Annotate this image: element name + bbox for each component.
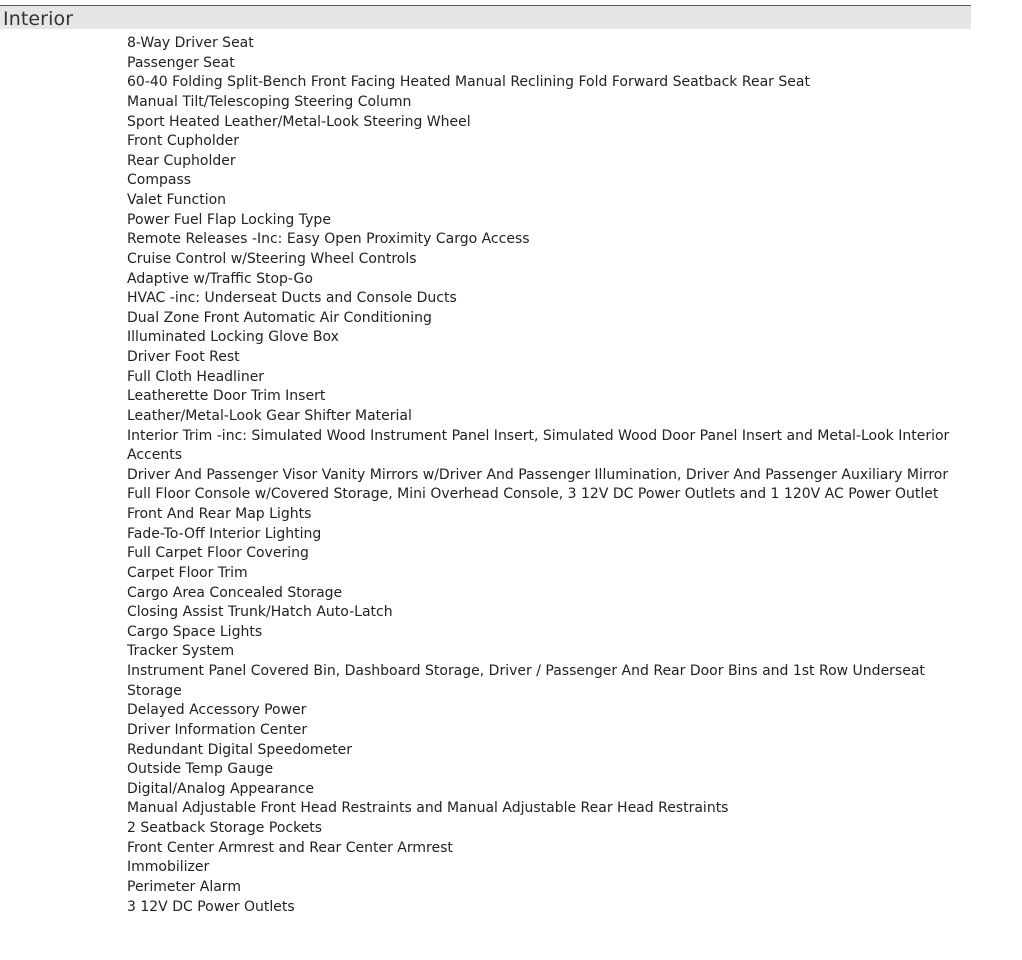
feature-item: Driver And Passenger Visor Vanity Mirrors w/Driver And Passenger Illumination, Driver And Passenger Auxiliary Mirror xyxy=(127,466,949,483)
feature-item: 60-40 Folding Split-Bench Front Facing Heated Manual Reclining Fold Forward Seatback Rear Seat xyxy=(127,74,810,91)
feature-item: Adaptive w/Traffic Stop-Go xyxy=(127,270,313,287)
feature-item: Immobilizer xyxy=(127,859,210,876)
feature-item: Carpet Floor Trim xyxy=(127,564,248,581)
feature-item: Dual Zone Front Automatic Air Conditioning xyxy=(127,309,432,326)
feature-item: Valet Function xyxy=(127,192,227,208)
feature-item: Closing Assist Trunk/Hatch Auto-Latch xyxy=(127,604,393,621)
feature-item: Rear Cupholder xyxy=(127,152,236,169)
feature-item: HVAC -inc: Underseat Ducts and Console Ducts xyxy=(127,290,457,307)
feature-item: Leather/Metal-Look Gear Shifter Material xyxy=(127,407,412,424)
feature-item: Cargo Area Concealed Storage xyxy=(127,584,343,601)
feature-item: Instrument Panel Covered Bin, Dashboard Storage, Driver / Passenger And Rear Door Bins and 1st Row Underseat Storage xyxy=(127,663,925,699)
feature-item: Compass xyxy=(127,172,192,189)
feature-item: Front And Rear Map Lights xyxy=(127,506,312,522)
feature-item: 8-Way Driver Seat xyxy=(127,35,254,51)
feature-item: Remote Releases -Inc: Easy Open Proximity Cargo Access xyxy=(127,231,530,248)
feature-item: Driver Information Center xyxy=(127,721,308,738)
section-title: Interior xyxy=(3,8,74,30)
feature-item: Manual Tilt/Telescoping Steering Column xyxy=(127,93,412,110)
feature-item: Perimeter Alarm xyxy=(127,878,241,895)
feature-item: Digital/Analog Appearance xyxy=(127,780,315,797)
feature-item: Leatherette Door Trim Insert xyxy=(127,388,326,405)
feature-item: Redundant Digital Speedometer xyxy=(127,741,353,758)
feature-item: Power Fuel Flap Locking Type xyxy=(127,211,331,228)
feature-item: Passenger Seat xyxy=(127,54,235,71)
interior-section xyxy=(0,5,971,29)
feature-item: Interior Trim -inc: Simulated Wood Instrument Panel Insert, Simulated Wood Door Panel Insert and Metal-Look Interior Accents xyxy=(127,427,950,464)
section-header xyxy=(0,5,971,29)
feature-item: Delayed Accessory Power xyxy=(127,702,307,719)
feature-item: Fade-To-Off Interior Lighting xyxy=(127,525,322,542)
feature-item: Full Carpet Floor Covering xyxy=(127,545,309,562)
feature-item: 2 Seatback Storage Pockets xyxy=(127,820,323,836)
feature-item: Driver Foot Rest xyxy=(127,349,240,365)
feature-item: Outside Temp Gauge xyxy=(127,761,274,778)
feature-item: Cargo Space Lights xyxy=(127,623,263,640)
feature-item: Full Cloth Headliner xyxy=(127,368,265,385)
feature-item: Full Floor Console w/Covered Storage, Mini Overhead Console, 3 12V DC Power Outlets and 1 120V AC Power Outlet xyxy=(127,486,939,503)
feature-item: Illuminated Locking Glove Box xyxy=(127,329,339,346)
feature-item: Cruise Control w/Steering Wheel Controls xyxy=(127,250,417,267)
feature-item: Tracker System xyxy=(127,643,235,660)
feature-item: Front Cupholder xyxy=(127,133,239,150)
feature-item: 3 12V DC Power Outlets xyxy=(127,898,295,915)
feature-item: Front Center Armrest and Rear Center Armrest xyxy=(127,839,453,856)
feature-list xyxy=(127,34,967,917)
feature-item: Sport Heated Leather/Metal-Look Steering Wheel xyxy=(127,113,471,130)
feature-item: Manual Adjustable Front Head Restraints and Manual Adjustable Rear Head Restraints xyxy=(127,800,729,817)
